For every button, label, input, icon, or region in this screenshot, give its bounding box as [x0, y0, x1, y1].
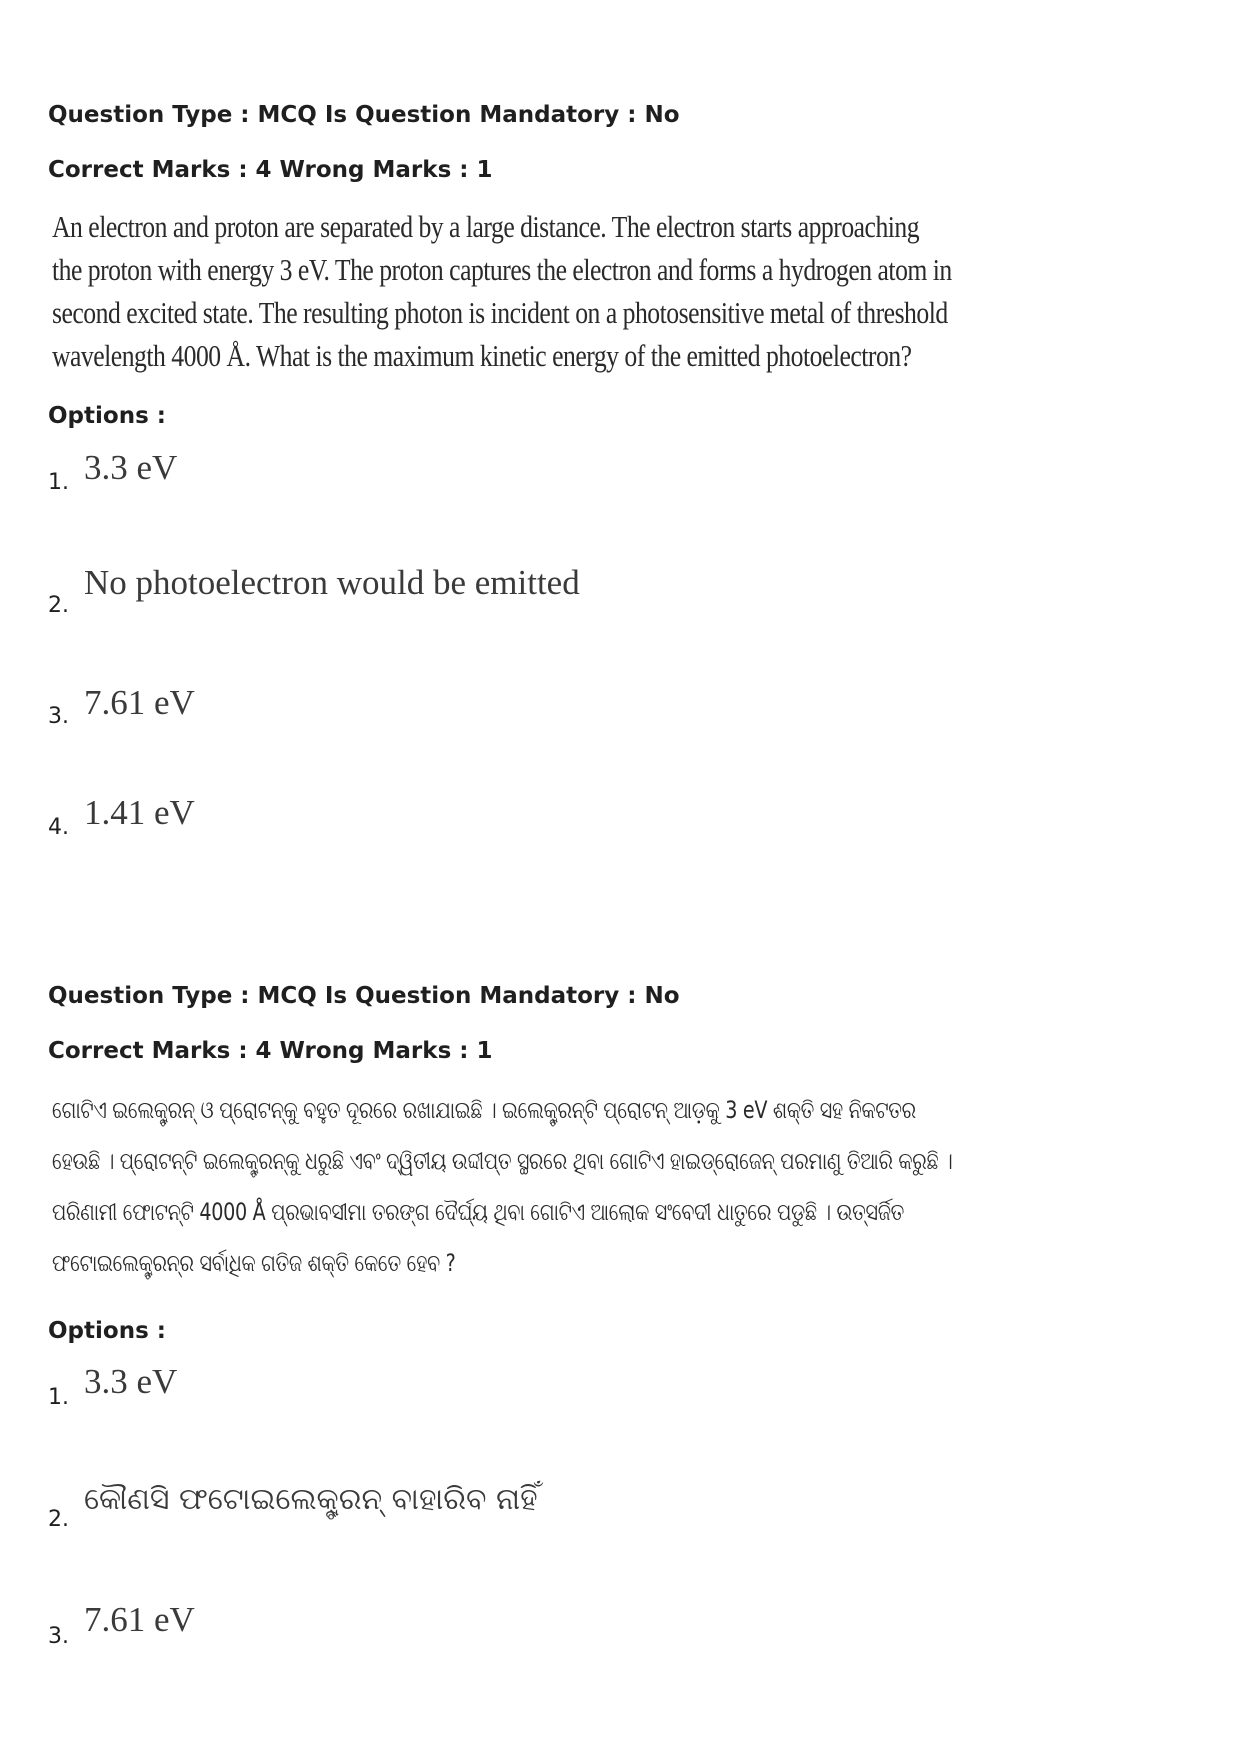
- question-text: [52, 1085, 953, 1289]
- option-number: 4.: [48, 815, 69, 840]
- option-number: 3.: [48, 1624, 69, 1649]
- options-label: Options :: [48, 1318, 166, 1344]
- question-type-line: Question Type : MCQ Is Question Mandatory : No: [48, 102, 680, 128]
- option-number: 1.: [48, 470, 69, 495]
- question-type-line: Question Type : MCQ Is Question Mandatory : No: [48, 983, 680, 1009]
- question-text-line: ଫଟୋଇଲେକ୍ଟ୍ରନ୍‌ର ସର୍ବାଧିକ ଗତିଜ ଶକ୍ତି କେତେ ହେବ ?: [52, 1249, 456, 1277]
- option-number: 1.: [48, 1385, 69, 1410]
- option-number: 2.: [48, 593, 69, 618]
- question-text-line: ଗୋଟିଏ ଇଲେକ୍ଟ୍ରନ୍ ଓ ପ୍ରୋଟନ୍‌କୁ ବହୁତ ଦୂରରେ ରଖାଯାଇଛି । ଇଲେକ୍ଟ୍ରନ୍‌ଟି ପ୍ରୋଟନ୍ ଆଡ଼କୁ 3 eV ଶକ୍ତି ସହ ନିକଟତର: [52, 1096, 916, 1124]
- marks-line: Correct Marks : 4 Wrong Marks : 1: [48, 157, 493, 183]
- question-text-line: An electron and proton are separated by a large distance. The electron starts approaching: [52, 209, 920, 244]
- question-text-line: ହେଉଛି । ପ୍ରୋଟନ୍‌ଟି ଇଲେକ୍ଟ୍ରନ୍‌କୁ ଧରୁଛି ଏବଂ ଦ୍ୱିତୀୟ ଉଦ୍ଦୀପ୍ତ ସ୍ଥରରେ ଥିବା ଗୋଟିଏ ହାଇଡ୍ରୋଜେନ୍ ପରମାଣୁ ତିଆରି କରୁଛି ।: [52, 1147, 953, 1175]
- question-text-line: the proton with energy 3 eV. The proton captures the electron and forms a hydrogen atom in: [52, 252, 952, 287]
- option-text: 7.61 eV: [84, 683, 195, 722]
- option-text: 7.61 eV: [84, 1600, 195, 1639]
- option-text: No photoelectron would be emitted: [84, 563, 580, 602]
- question-text-line: ପରିଣାମୀ ଫୋଟନ୍‌ଟି 4000 Å ପ୍ରଭାବସୀମା ତରଙ୍ଗ ଦୈର୍ଘ୍ୟ ଥିବା ଗୋଟିଏ ଆଲୋକ ସଂବେଦୀ ଧାତୁରେ ପଡୁଛି । ଉତ୍ସର୍ଜିତ: [52, 1198, 904, 1226]
- option-text: 3.3 eV: [84, 1362, 178, 1401]
- option-text: 1.41 eV: [84, 793, 195, 832]
- options-label: Options :: [48, 403, 166, 429]
- option-number: 3.: [48, 704, 69, 729]
- option-text: 3.3 eV: [84, 448, 178, 487]
- marks-line: Correct Marks : 4 Wrong Marks : 1: [48, 1038, 493, 1064]
- question-text: [52, 205, 952, 377]
- question-text-line: wavelength 4000 Å. What is the maximum kinetic energy of the emitted photoelectron?: [52, 338, 912, 373]
- question-text-line: second excited state. The resulting photon is incident on a photosensitive metal of threshold: [52, 295, 948, 330]
- option-text: କୌଣସି ଫଟୋଇଲେକ୍ଟ୍ରନ୍ ବାହାରିବ ନାହିଁ: [84, 1482, 538, 1517]
- option-number: 2.: [48, 1507, 69, 1532]
